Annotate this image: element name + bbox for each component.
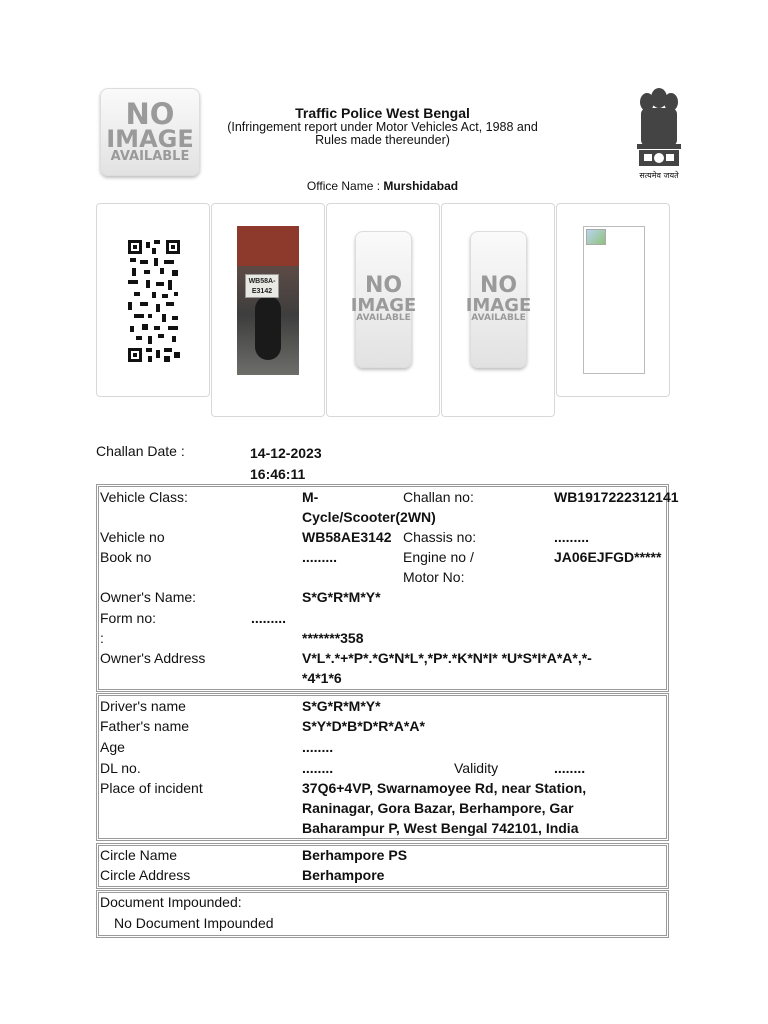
form-no-label: Form no: xyxy=(100,610,157,626)
header-no-image-logo xyxy=(100,88,200,176)
challan-date: 14-12-2023 xyxy=(250,445,322,461)
emblem-motto: सत्यमेव जयते xyxy=(639,171,679,180)
document-impounded-label: Document Impounded: xyxy=(100,894,242,910)
vehicle-photo-panel xyxy=(211,203,325,417)
circle-name-value: Berhampore PS xyxy=(302,847,408,863)
challan-date-label: Challan Date : xyxy=(96,443,185,459)
form-no-value: ......... xyxy=(251,610,287,626)
owner-name-value: S*G*R*M*Y* xyxy=(302,589,381,605)
engine-no-label: Engine no / Motor No: xyxy=(403,549,474,585)
validity-value: ........ xyxy=(554,760,586,776)
vehicle-photo xyxy=(237,226,299,375)
license-plate: WB58A- E3142 xyxy=(245,274,279,298)
subtitle-line: (Infringement report under Motor Vehicles Act, 1988 and xyxy=(227,120,538,134)
age-value: ........ xyxy=(302,739,334,755)
report-subtitle xyxy=(205,121,560,147)
no-image-text: NO xyxy=(125,96,175,131)
mobile-colon: : xyxy=(100,630,104,646)
owner-address-value: V*L*.*+*P*.*G*N*L*,*P*.*K*N*I* *U*S*I*A*A*,*- *4*1*6 xyxy=(302,650,592,686)
no-image-text: AVAILABLE xyxy=(110,149,190,164)
no-image-placeholder: NO IMAGE AVAILABLE xyxy=(470,231,527,368)
validity-label: Validity xyxy=(454,760,499,776)
no-image-text: IMAGE xyxy=(106,125,194,154)
challan-no-label: Challan no: xyxy=(403,489,474,505)
challan-datetime xyxy=(250,443,322,485)
broken-image-icon xyxy=(583,226,645,374)
document-impounded-value: No Document Impounded xyxy=(114,915,274,931)
owner-name-label: Owner's Name: xyxy=(100,589,197,605)
driver-name-value: S*G*R*M*Y* xyxy=(302,698,381,714)
challan-time: 16:46:11 xyxy=(250,466,306,482)
vehicle-no-value: WB58AE3142 xyxy=(302,529,392,545)
circle-address-value: Berhampore xyxy=(302,867,385,883)
place-label: Place of incident xyxy=(100,780,203,796)
office-label: Office Name : xyxy=(306,179,381,193)
image-panel-5 xyxy=(556,203,670,397)
owner-address-label: Owner's Address xyxy=(100,650,206,666)
subtitle-line: Rules made thereunder) xyxy=(315,133,450,147)
no-image-placeholder: NO IMAGE AVAILABLE xyxy=(355,231,412,368)
vehicle-class-label: Vehicle Class: xyxy=(100,489,188,505)
circle-name-label: Circle Name xyxy=(100,847,178,863)
chassis-value: ......... xyxy=(554,529,590,545)
engine-no-value: JA06EJFGD***** xyxy=(554,549,662,565)
dl-no-label: DL no. xyxy=(100,760,141,776)
mobile-value: *******358 xyxy=(302,630,364,646)
qr-panel xyxy=(96,203,210,397)
office-value: Murshidabad xyxy=(383,179,459,193)
challan-no-value: WB1917222312141 xyxy=(554,489,679,505)
driver-name-label: Driver's name xyxy=(100,698,186,714)
national-emblem-icon xyxy=(632,84,686,182)
vehicle-no-label: Vehicle no xyxy=(100,529,165,545)
father-name-value: S*Y*D*B*D*R*A*A* xyxy=(302,718,425,734)
report-title: Traffic Police West Bengal xyxy=(295,105,470,121)
father-name-label: Father's name xyxy=(100,718,190,734)
chassis-label: Chassis no: xyxy=(403,529,477,545)
age-label: Age xyxy=(100,739,125,755)
book-no-label: Book no xyxy=(100,549,152,565)
qr-code-icon xyxy=(128,240,180,362)
dl-no-value: ........ xyxy=(302,760,334,776)
place-value: 37Q6+4VP, Swarnamoyee Rd, near Station, Raninagar, Gora Bazar, Berhampore, Gar Baharampur P, West Bengal 742101, India xyxy=(302,780,587,836)
book-no-value: ......... xyxy=(302,549,338,565)
vehicle-class-value: M- Cycle/Scooter(2WN) xyxy=(302,489,436,525)
circle-address-label: Circle Address xyxy=(100,867,191,883)
office-name xyxy=(205,179,560,193)
